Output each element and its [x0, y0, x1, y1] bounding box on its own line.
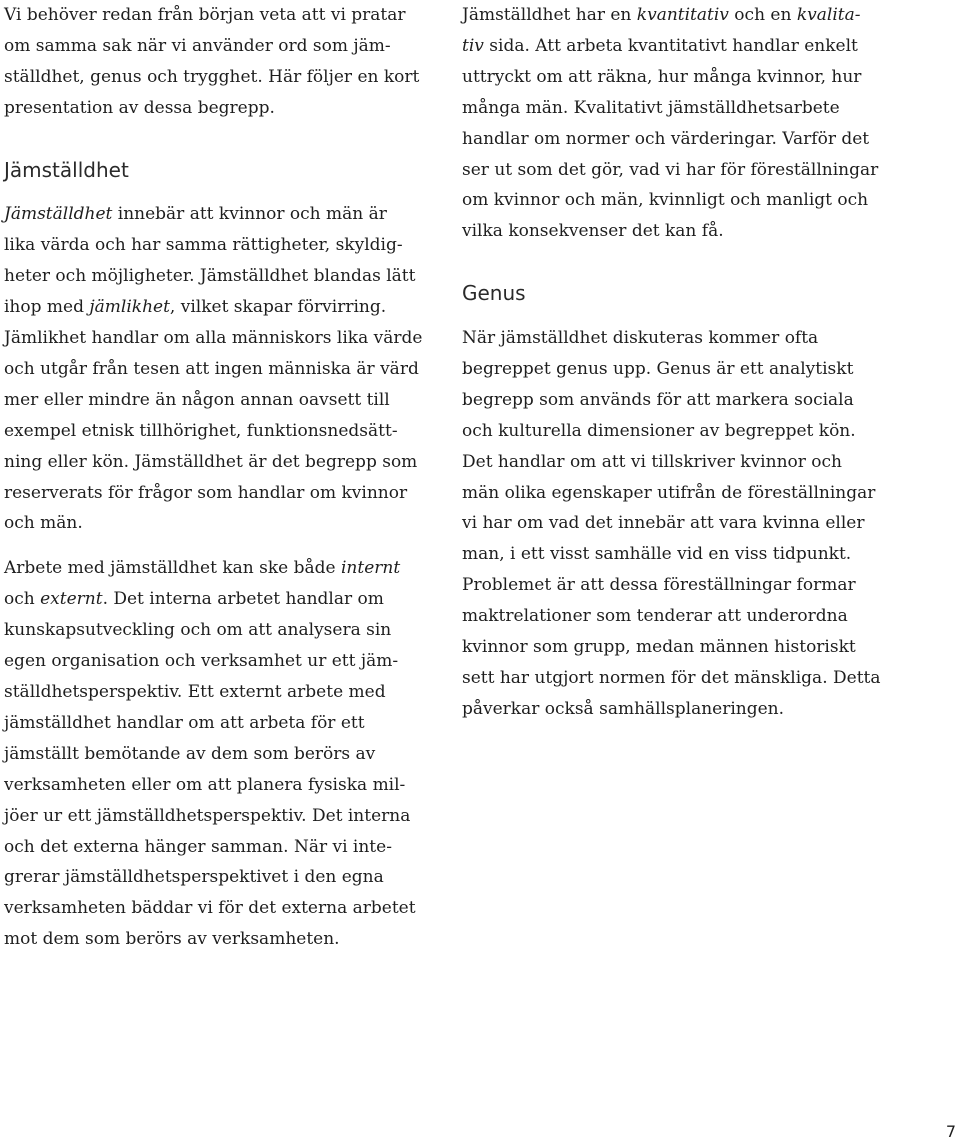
- italic-term: externt: [40, 589, 103, 610]
- text-line: [462, 93, 912, 124]
- text-line: [4, 354, 424, 385]
- text-run: och det externa hänger samman. När vi inte-: [4, 836, 392, 857]
- text-line: begrepp som används för att markera sociala: [462, 389, 854, 410]
- text-run: egen organisation och verksamhet ur ett jäm-: [4, 651, 399, 672]
- text-line: [462, 216, 912, 247]
- text-run: sida. Att arbeta kvantitativt handlar enkelt: [483, 35, 858, 56]
- italic-term: kvantitativ: [636, 5, 729, 25]
- text-line: ställdhet, genus och trygghet. Här följer en kort: [4, 66, 420, 87]
- text-run: , vilket skapar förvirring.: [169, 297, 387, 318]
- text-run: Arbete med jämställdhet kan ske både: [4, 558, 341, 579]
- text-line: begreppet genus upp. Genus är ett analytiskt: [462, 358, 854, 379]
- text-run: och: [4, 589, 41, 610]
- text-line: [4, 893, 424, 924]
- text-line: [4, 801, 424, 832]
- text-line: [4, 924, 424, 955]
- text-line: [462, 185, 912, 216]
- text-line: [4, 832, 424, 863]
- section-heading-genus: Genus: [462, 281, 526, 306]
- text-line: [4, 553, 424, 584]
- text-run: uttryckt om att räkna, hur många kvinnor, hur: [462, 66, 862, 87]
- genus-paragraph: [462, 323, 912, 725]
- text-line: presentation av dessa begrepp.: [4, 97, 275, 118]
- text-line: [4, 199, 424, 230]
- page-number: 7: [945, 1122, 956, 1141]
- intro-paragraph: [4, 0, 424, 124]
- text-line: maktrelationer som tenderar att underordna: [462, 606, 848, 627]
- text-line: [4, 677, 424, 708]
- jamstalldhet-paragraph: [4, 199, 424, 539]
- text-line: [4, 770, 424, 801]
- text-line: När jämställdhet diskuteras kommer ofta: [462, 328, 819, 349]
- text-line: [4, 447, 424, 478]
- text-line: påverkar också samhällsplaneringen.: [462, 698, 785, 719]
- text-run: om kvinnor och män, kvinnligt och manligt och: [462, 190, 869, 211]
- text-line: [4, 584, 424, 615]
- right-column: [462, 0, 912, 725]
- text-run: och män.: [4, 513, 83, 534]
- text-line: [4, 292, 424, 323]
- text-run: verksamheten eller om att planera fysiska mil-: [4, 774, 406, 795]
- text-run: verksamheten bäddar vi för det externa arbetet: [4, 898, 416, 919]
- text-line: [462, 155, 912, 186]
- text-run: ning eller kön. Jämställdhet är det begrepp som: [4, 451, 418, 472]
- text-line: [462, 0, 912, 31]
- text-run: jöer ur ett jämställdhetsperspektiv. Det interna: [4, 805, 411, 826]
- text-run: exempel etnisk tillhörighet, funktionsnedsätt-: [4, 420, 398, 441]
- quantitative-qualitative-paragraph: [462, 0, 912, 247]
- text-run: och en: [728, 5, 797, 25]
- text-line: Det handlar om att vi tillskriver kvinnor och: [462, 451, 842, 472]
- text-run: grerar jämställdhetsperspektivet i den egna: [4, 867, 384, 888]
- text-line: Vi behöver redan från början veta att vi pratar: [4, 5, 406, 25]
- text-line: [4, 646, 424, 677]
- text-run: ser ut som det gör, vad vi har för föreställningar: [462, 159, 879, 180]
- text-run: många män. Kvalitativt jämställdhetsarbete: [462, 97, 840, 118]
- left-column: [4, 0, 424, 955]
- text-run: Jämställdhet har en: [462, 5, 637, 25]
- text-line: vi har om vad det innebär att vara kvinna eller: [462, 513, 865, 534]
- text-line: man, i ett visst samhälle vid en viss tidpunkt.: [462, 544, 852, 565]
- text-run: kunskapsutveckling och om att analysera sin: [4, 620, 392, 641]
- text-line: [4, 862, 424, 893]
- text-run: mot dem som berörs av verksamheten.: [4, 929, 340, 950]
- text-line: [462, 124, 912, 155]
- text-line: män olika egenskaper utifrån de föreställningar: [462, 482, 876, 503]
- text-line: Problemet är att dessa föreställningar formar: [462, 575, 856, 596]
- section-heading-jamstalldhet: Jämställdhet: [4, 157, 129, 182]
- internal-external-paragraph: [4, 553, 424, 955]
- text-run: ihop med: [4, 297, 90, 318]
- text-run: handlar om normer och värderingar. Varför det: [462, 128, 870, 149]
- text-run: lika värda och har samma rättigheter, skyldig-: [4, 235, 403, 256]
- text-line: [462, 31, 912, 62]
- text-line: [4, 385, 424, 416]
- text-run: Jämlikhet handlar om alla människors lika värde: [4, 328, 423, 349]
- text-line: [4, 708, 424, 739]
- text-line: [4, 739, 424, 770]
- text-line: [4, 508, 424, 539]
- italic-term: kvalita-: [796, 5, 861, 25]
- text-line: [4, 261, 424, 292]
- text-run: reserverats för frågor som handlar om kvinnor: [4, 482, 408, 503]
- text-run: ställdhetsperspektiv. Ett externt arbete med: [4, 682, 386, 703]
- text-line: [4, 416, 424, 447]
- text-run: heter och möjligheter. Jämställdhet blandas lätt: [4, 266, 416, 287]
- text-run: jämställdhet handlar om att arbeta för ett: [4, 712, 365, 733]
- text-run: jämställt bemötande av dem som berörs av: [4, 743, 376, 764]
- text-line: [4, 230, 424, 261]
- text-line: [4, 478, 424, 509]
- text-line: och kulturella dimensioner av begreppet kön.: [462, 420, 856, 441]
- italic-term: Jämställdhet: [4, 204, 113, 225]
- text-line: [4, 615, 424, 646]
- text-run: och utgår från tesen att ingen människa är värd: [4, 358, 419, 379]
- text-line: sett har utgjort normen för det mänskliga. Detta: [462, 668, 881, 689]
- italic-term: tiv: [462, 35, 484, 56]
- italic-term: jämlikhet: [89, 297, 170, 318]
- italic-term: internt: [340, 558, 401, 579]
- text-line: [4, 323, 424, 354]
- text-line: kvinnor som grupp, medan männen historiskt: [462, 637, 856, 658]
- text-line: [462, 62, 912, 93]
- text-run: innebär att kvinnor och män är: [112, 204, 387, 225]
- text-run: vilka konsekvenser det kan få.: [462, 221, 724, 242]
- text-run: mer eller mindre än någon annan oavsett till: [4, 389, 390, 410]
- text-run: . Det interna arbetet handlar om: [102, 589, 384, 610]
- text-line: om samma sak när vi använder ord som jäm-: [4, 35, 391, 56]
